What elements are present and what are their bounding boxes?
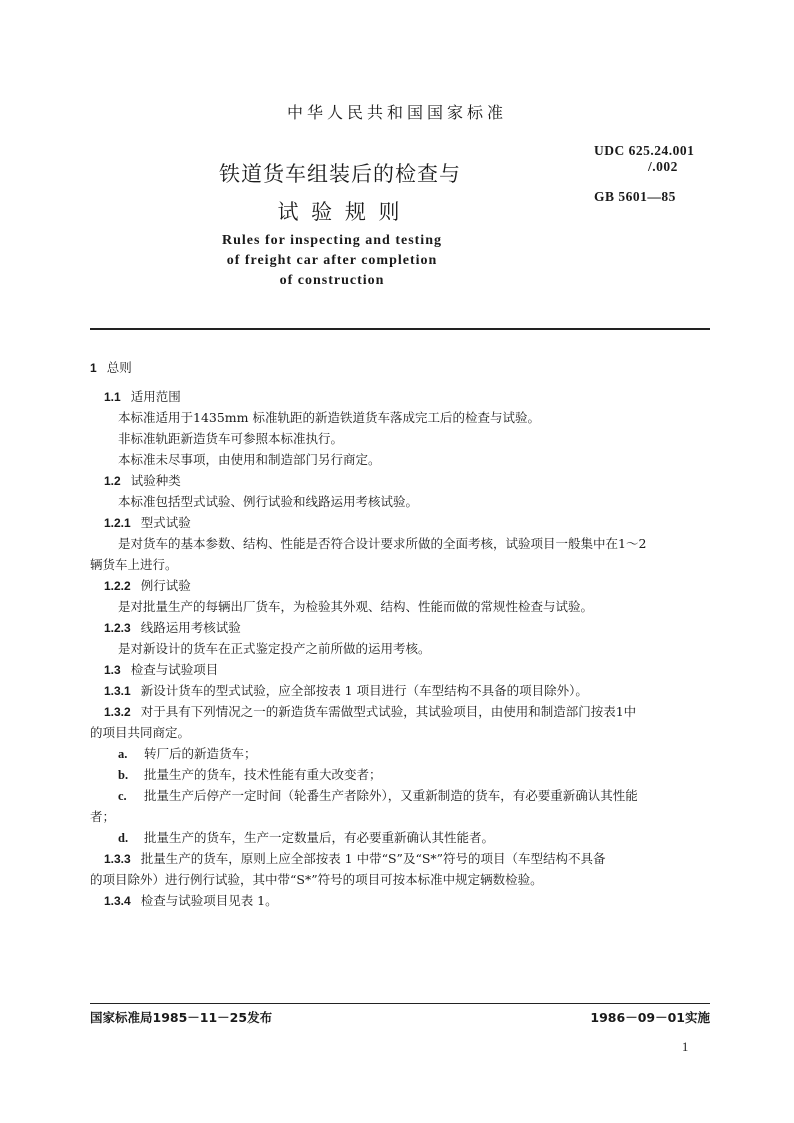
document-title-en-line1: Rules for inspecting and testing [222,233,442,248]
clause-1-3-4 [104,891,278,909]
list-item [118,765,382,783]
document-title-cn-line1: 铁道货车组装后的检查与 [219,162,461,186]
udc-code-line2: /.002 [648,159,678,174]
clause-text: 对于具有下列情况之一的新造货车需做型式试验，其试验项目，由使用和制造部门按表1中 [140,704,637,719]
paragraph: 是对货车的基本参数、结构、性能是否符合设计要求所做的全面考核，试验项目一般集中在1～2 [118,536,647,551]
section-title: 型式试验 [140,515,191,530]
section-1-1-heading [104,387,181,405]
section-title: 例行试验 [140,578,191,593]
clause-continuation: 的项目共同商定。 [90,725,191,740]
list-item-letter: a. [118,747,128,761]
section-title: 总则 [106,360,132,375]
paragraph: 本标准未尽事项，由使用和制造部门另行商定。 [118,452,381,467]
section-1-2-2-heading [104,576,191,594]
document-title-en-line3: of construction [279,273,385,288]
section-title: 试验种类 [130,473,181,488]
section-number: 1.2.1 [104,516,131,530]
section-title: 适用范围 [130,389,181,404]
clause-continuation: 的项目除外）进行例行试验，其中带“S*”符号的项目可按本标准中规定辆数检验。 [90,872,543,887]
section-number: 1 [90,361,97,375]
clause-number: 1.3.3 [104,852,131,866]
section-title: 检查与试验项目 [130,662,219,677]
list-item-continuation: 者； [90,809,116,824]
clause-text: 检查与试验项目见表 1。 [140,893,278,908]
list-item-text: 批量生产的货车，生产一定数量后，有必要重新确认其性能者。 [144,830,495,845]
paragraph: 本标准包括型式试验、例行试验和线路运用考核试验。 [118,494,419,509]
section-number: 1.2.2 [104,579,131,593]
section-1-2-3-heading [104,618,241,636]
paragraph: 是对新设计的货车在正式鉴定投产之前所做的运用考核。 [118,641,431,656]
section-number: 1.3 [104,663,121,677]
list-item [118,786,638,804]
list-item-letter: c. [118,789,127,803]
document-title-en-line2: of freight car after completion [226,253,438,268]
list-item [118,828,494,846]
section-title: 线路运用考核试验 [140,620,241,635]
clause-text: 批量生产的货车，原则上应全部按表 1 中带“S”及“S*”符号的项目（车型结构不具备 [140,851,606,866]
paragraph: 本标准适用于1435mm 标准轨距的新造铁道货车落成完工后的检查与试验。 [118,410,540,425]
clause-1-3-2 [104,702,636,720]
section-number: 1.1 [104,390,121,404]
standard-title: 中华人民共和国国家标准 [286,103,507,122]
clause-number: 1.3.1 [104,684,131,698]
udc-code-line1: UDC 625.24.001 [594,143,695,158]
list-item-letter: d. [118,831,129,845]
issue-date: 国家标准局1985－11－25发布 [90,1010,273,1025]
effective-date: 1986－09－01实施 [590,1010,710,1025]
section-1-2-heading [104,471,181,489]
gb-code: GB 5601—85 [594,189,676,204]
clause-number: 1.3.2 [104,705,131,719]
list-item-text: 批量生产的货车，技术性能有重大改变者； [144,767,382,782]
list-item [118,744,257,762]
section-1-heading [90,358,132,376]
header-divider [90,328,710,330]
list-item-letter: b. [118,768,129,782]
paragraph: 是对批量生产的每辆出厂货车，为检验其外观、结构、性能而做的常规性检查与试验。 [118,599,594,614]
paragraph: 非标准轨距新造货车可参照本标准执行。 [118,431,344,446]
document-title-cn-line2: 试 验 规 则 [277,200,403,224]
paragraph-continuation: 辆货车上进行。 [90,557,178,572]
footer-divider [90,1003,710,1004]
clause-number: 1.3.4 [104,894,131,908]
section-number: 1.2 [104,474,121,488]
list-item-text: 转厂后的新造货车； [144,746,257,761]
section-1-2-1-heading [104,513,191,531]
clause-1-3-1 [104,681,588,699]
page-number: 1 [682,1040,689,1054]
list-item-text: 批量生产后停产一定时间（轮番生产者除外），又重新制造的货车，有必要重新确认其性能 [144,788,638,803]
clause-1-3-3 [104,849,606,867]
section-number: 1.2.3 [104,621,131,635]
clause-text: 新设计货车的型式试验，应全部按表 1 项目进行（车型结构不具备的项目除外）。 [140,683,588,698]
section-1-3-heading [104,660,218,678]
